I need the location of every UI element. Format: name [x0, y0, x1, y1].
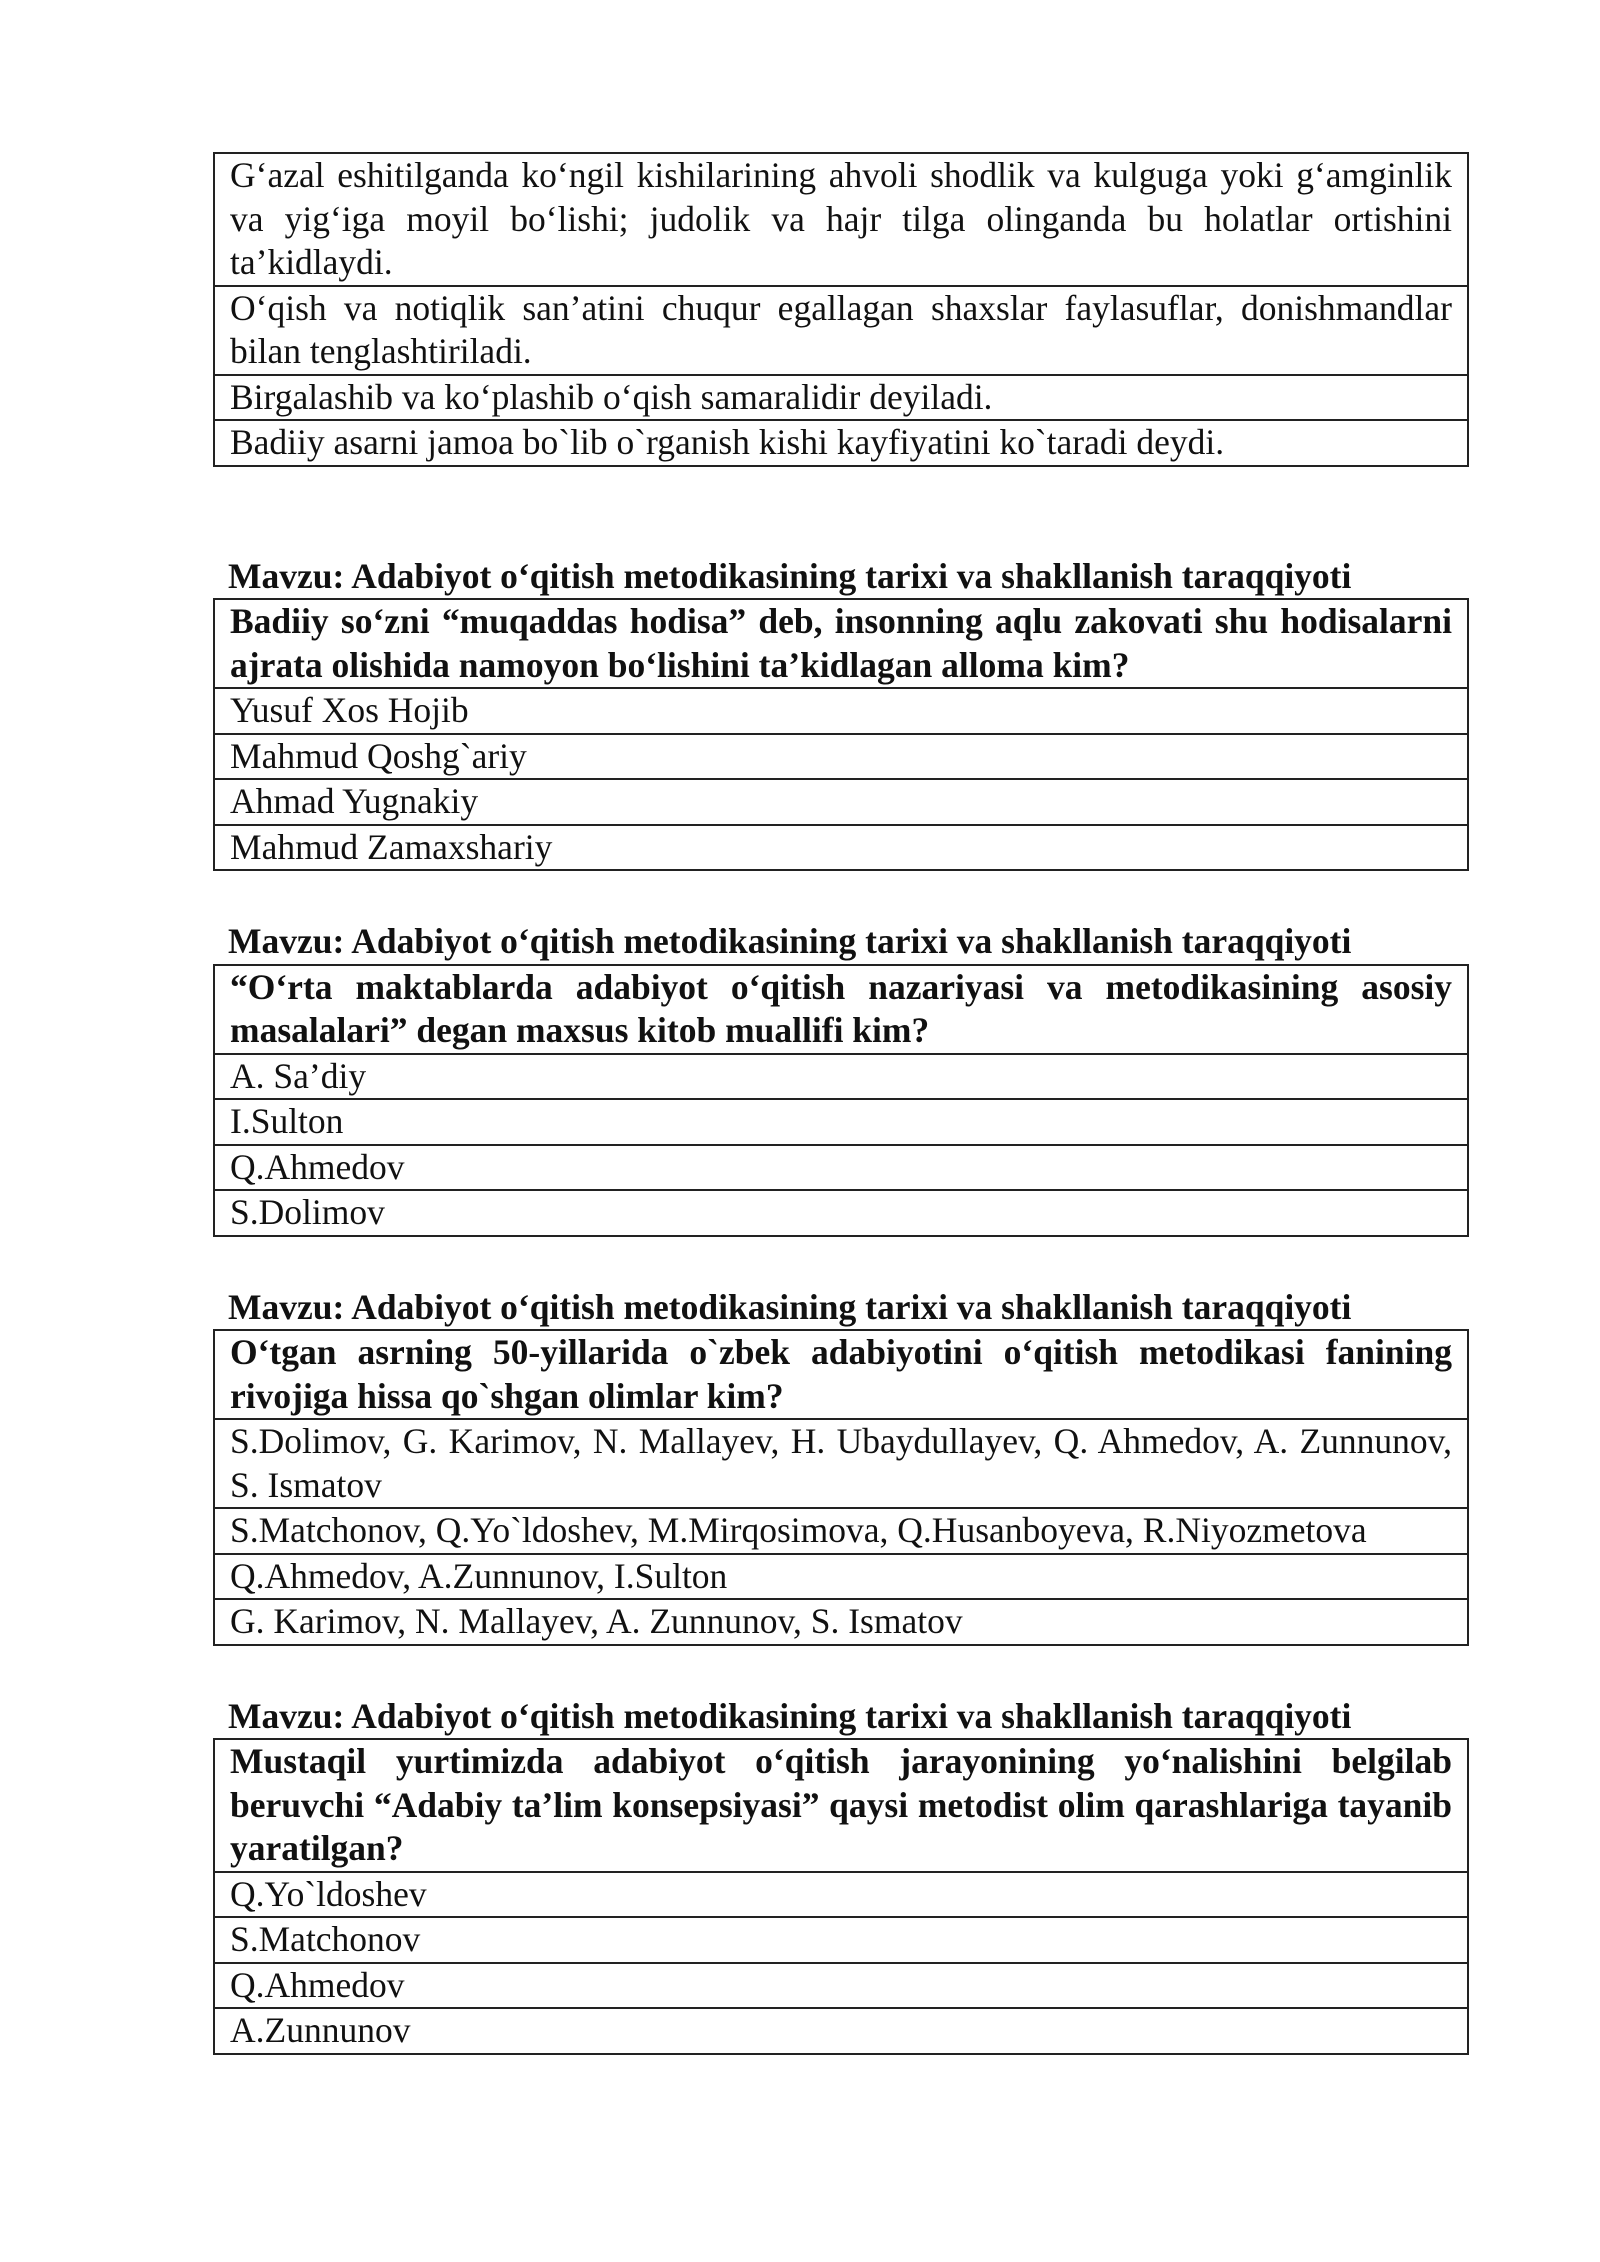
- option-cell: O‘qish va notiqlik san’atini chuqur egallagan shaxslar faylasuflar, donishmandlar bilan tenglashtiriladi.: [214, 286, 1468, 375]
- option-cell: I.Sulton: [214, 1099, 1468, 1145]
- question-table: [213, 598, 1469, 871]
- option-cell: Mahmud Zamaxshariy: [214, 825, 1468, 871]
- question-table: [213, 1738, 1469, 2055]
- option-cell: Ahmad Yugnakiy: [214, 779, 1468, 825]
- option-cell: A.Zunnunov: [214, 2008, 1468, 2054]
- option-cell: S.Dolimov: [214, 1190, 1468, 1236]
- question-table: [213, 964, 1469, 1237]
- option-cell: Birgalashib va ko‘plashib o‘qish samaralidir deyiladi.: [214, 375, 1468, 421]
- topic-heading: Mavzu: Adabiyot o‘qitish metodikasining tarixi va shakllanish taraqqiyoti: [228, 1695, 1352, 1736]
- option-cell: Badiiy asarni jamoa bo`lib o`rganish kishi kayfiyatini ko`taradi deydi.: [214, 420, 1468, 466]
- option-cell: S.Matchonov, Q.Yo`ldoshev, M.Mirqosimova, Q.Husanboyeva, R.Niyozmetova: [214, 1508, 1468, 1554]
- option-cell: S.Dolimov, G. Karimov, N. Mallayev, H. Ubaydullayev, Q. Ahmedov, A. Zunnunov, S. Ismatov: [214, 1419, 1468, 1508]
- question-cell: “O‘rta maktablarda adabiyot o‘qitish nazariyasi va metodikasining asosiy masalalari” degan maxsus kitob muallifi kim?: [214, 965, 1468, 1054]
- option-cell: G. Karimov, N. Mallayev, A. Zunnunov, S. Ismatov: [214, 1599, 1468, 1645]
- topic-heading: Mavzu: Adabiyot o‘qitish metodikasining tarixi va shakllanish taraqqiyoti: [228, 1286, 1352, 1327]
- option-cell: G‘azal eshitilganda ko‘ngil kishilarining ahvoli shodlik va kulguga yoki g‘amginlik va yig‘iga moyil bo‘lishi; judolik va hajr tilga olinganda bu holatlar ortishini ta’kidlaydi.: [214, 153, 1468, 286]
- option-cell: Mahmud Qoshg`ariy: [214, 734, 1468, 780]
- topic-heading: Mavzu: Adabiyot o‘qitish metodikasining tarixi va shakllanish taraqqiyoti: [228, 555, 1352, 596]
- question-cell: O‘tgan asrning 50-yillarida o`zbek adabiyotini o‘qitish metodikasi fanining rivojiga hissa qo`shgan olimlar kim?: [214, 1330, 1468, 1419]
- question-cell: Badiiy so‘zni “muqaddas hodisa” deb, insonning aqlu zakovati shu hodisalarni ajrata olishida namoyon bo‘lishini ta’kidlagan alloma kim?: [214, 599, 1468, 688]
- option-cell: Q.Ahmedov, A.Zunnunov, I.Sulton: [214, 1554, 1468, 1600]
- question-cell: Mustaqil yurtimizda adabiyot o‘qitish jarayonining yo‘nalishini belgilab beruvchi “Adabiy ta’lim konsepsiyasi” qaysi metodist olim qarashlariga tayanib yaratilgan?: [214, 1739, 1468, 1872]
- question-table: [213, 1329, 1469, 1646]
- option-cell: S.Matchonov: [214, 1917, 1468, 1963]
- document-page: [213, 152, 1469, 2055]
- topic-heading: Mavzu: Adabiyot o‘qitish metodikasining tarixi va shakllanish taraqqiyoti: [228, 921, 1352, 961]
- option-cell: A. Sa’diy: [214, 1054, 1468, 1100]
- option-cell: Q.Ahmedov: [214, 1145, 1468, 1191]
- option-cell: Q.Ahmedov: [214, 1963, 1468, 2009]
- intro-options-table: [213, 152, 1469, 467]
- option-cell: Yusuf Xos Hojib: [214, 688, 1468, 734]
- option-cell: Q.Yo`ldoshev: [214, 1872, 1468, 1918]
